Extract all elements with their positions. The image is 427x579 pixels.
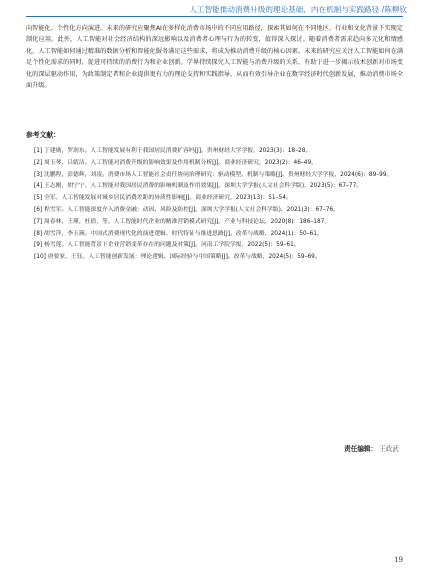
reference-item: [8] 胡雪萍，李玉瑛。中国式消费现代化的演进逻辑、时代特征与推进思路[J]。改革与战略，2024(1)：50–61。 xyxy=(34,230,323,237)
reference-item: [10] 唐要家，王钰。人工智能创新发展：理论逻辑、国际经验与中国策略[J]。改革与战略，2024(5)：59–69。 xyxy=(34,254,321,261)
reference-item: [5] 全军。人工智能发展对城乡居民消费差距的异质性影响[J]。商业经济研究，2023(13)：51–54。 xyxy=(34,195,292,202)
page-number: 19 xyxy=(394,556,403,564)
reference-item: [9] 杨雪莲。人工智能背景下企业营销变革存在的问题及对策[J]。河南工学院学报，2022(5)：59–61。 xyxy=(34,242,300,249)
references-heading: 参考文献： xyxy=(26,131,60,139)
references-list xyxy=(34,146,403,264)
responsible-editor xyxy=(344,443,399,453)
reference-item: [2] 周玉琴，吕婧洁。人工智能对消费升级的影响效果及作用机制分析[J]。商业经济研究，2023(2)：46–49。 xyxy=(34,159,317,166)
reference-item: [7] 周春林，王瑾，杜倩，等。人工智能时代企业的精准营销模式研究[J]。产业与科技论坛，2020(8)：186–187。 xyxy=(34,218,331,225)
body-paragraph: 向智能化、个性化方向演进。未来的研究应聚焦AI在多样化消费市场中的不同应用路径，探索其如何在不同地区、行业和文化背景下实现定制化应用。此外，人工智能对社会经济结构的深远影响以及消费者心理与行为的转变，值得深入探讨。随着消费者需求趋向多元化和情感化，人工智能如何通过精准的数据分析和智能化服务满足这些需求，将成为推动消费升级的核心因素。未来的研究应关注人工智能如何在满足个性化需求的同时，促进可持续的消费行为和企业创新。学界持续探究人工智能与消费升级的关系，有助于进一步揭示技术创新对市场变化的深层驱动作用，为政策制定者和企业提供更有力的理论支持和实践指导，从而有效引导企业在数字经济时代创新发展，推动消费市场全面升级。 xyxy=(26,25,403,90)
reference-item: [3] 沈鹏程，彭德辉，刘凌。消费市场人工智能社会责任协同治理研究：驱动模型、机制与策略[J]。贵州财经大学学报，2024(6)：89–99。 xyxy=(34,171,393,178)
editor-label: 责任编辑： xyxy=(344,445,378,453)
reference-item: [6] 程雪军。人工智能深度介入消费金融：动因、风险及防控[J]。深圳大学学报(人文社会科学版)，2021(3)：67–76。 xyxy=(34,206,339,213)
header-divider xyxy=(26,16,403,17)
running-header: 人工智能推动消费升级的理论基础、内在机制与实践路径 /陈柳钦 xyxy=(189,5,407,14)
editor-name: 王政武 xyxy=(379,445,399,453)
reference-item: [4] 王志刚，胡宁宁。人工智能对我国居民消费的影响机制及作用效果[J]。深圳大学学报(人文社会科学版)，2023(5)：67–77。 xyxy=(34,183,363,190)
reference-item: [1] 丁建勋，罗润东。人工智能发展有利于我国居民消费扩容吗[J]。贵州财经大学学报，2023(3)：18–28。 xyxy=(34,148,312,154)
